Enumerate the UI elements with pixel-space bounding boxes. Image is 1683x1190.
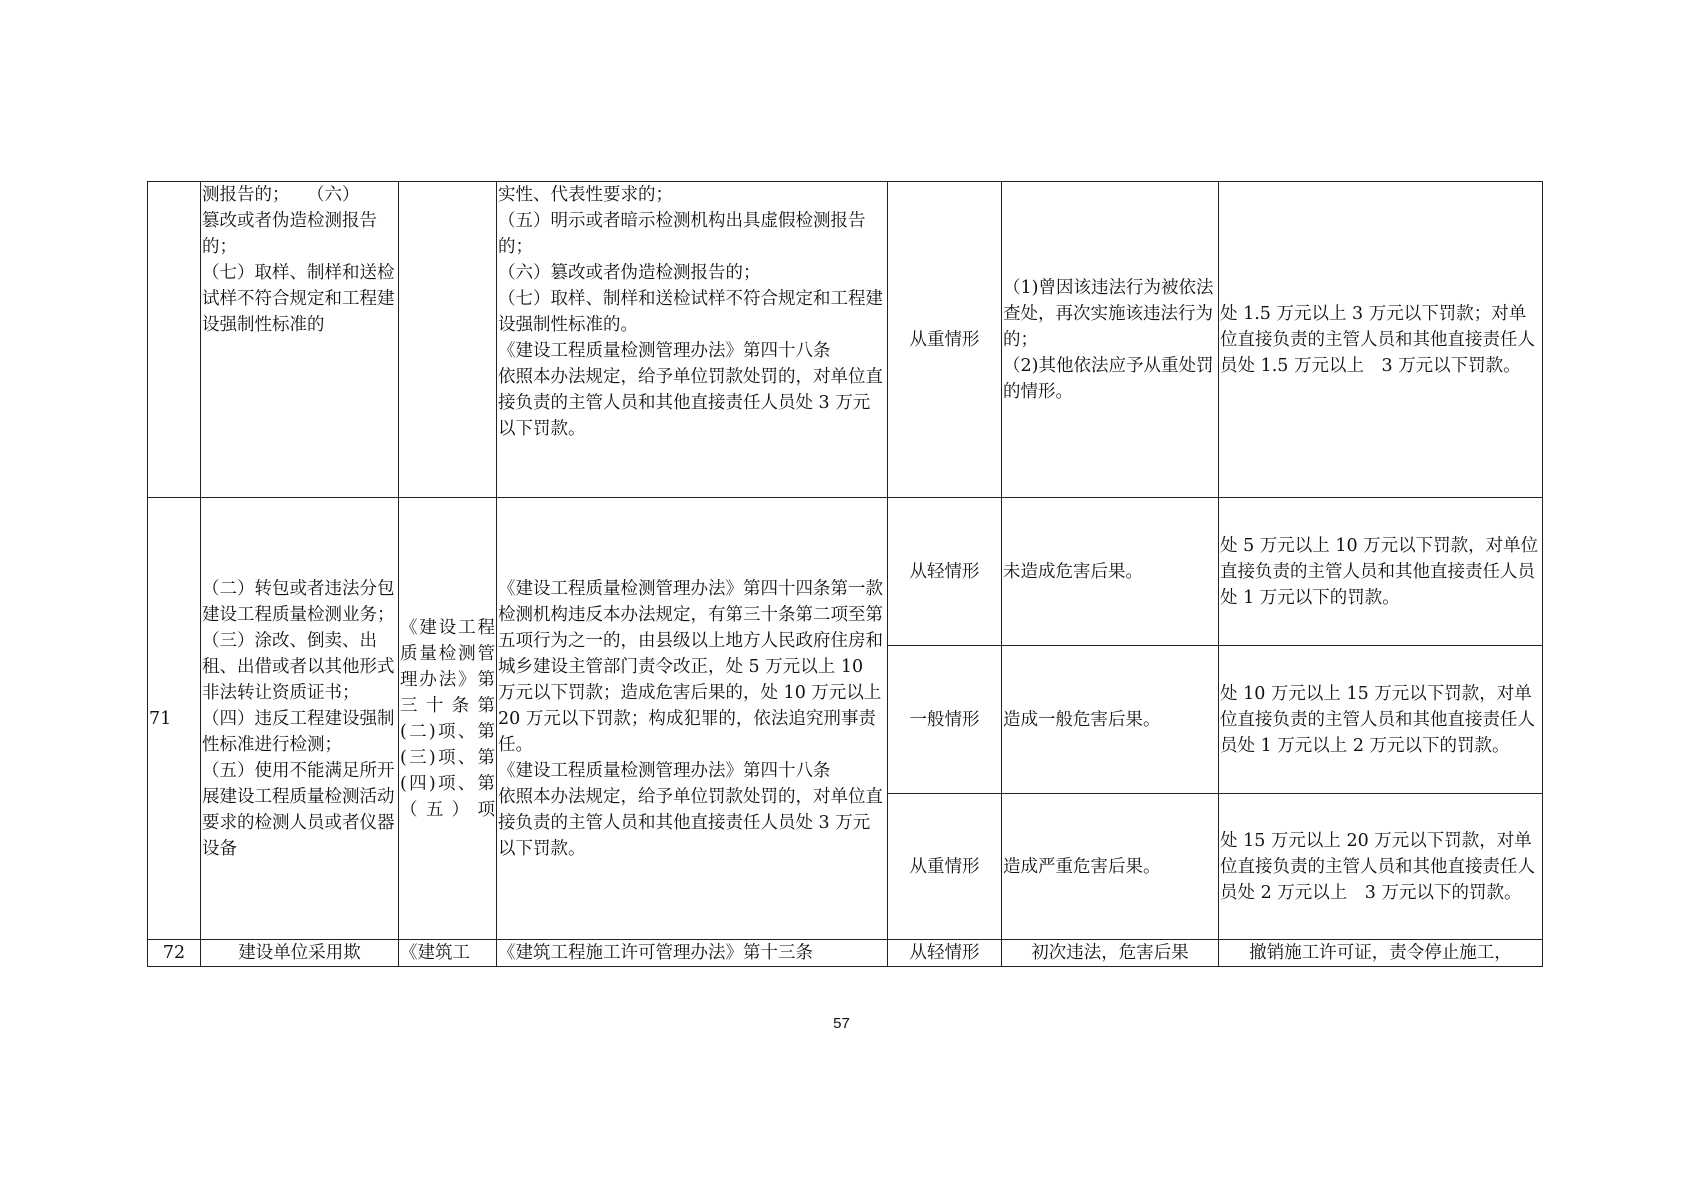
grade-cell	[888, 940, 1002, 967]
penalty-cell	[1219, 940, 1543, 967]
violation-text: （二）转包或者违法分包建设工程质量检测业务； （三）涂改、倒卖、出租、出借或者以其他形式非法转让资质证书； （四）违反工程建设强制性标准进行检测； （五）使用不能满足所开展建设工程质量检测活动要求的检测人员或者仪器设备	[202, 578, 395, 859]
basis-article-cell	[399, 498, 497, 940]
legal-provision-cell	[497, 182, 888, 498]
legal-provision-cell	[497, 940, 888, 967]
penalty-cell	[1219, 794, 1543, 940]
grade-text: 一般情形	[909, 709, 980, 730]
violation-cell	[201, 182, 399, 498]
item-number-cell	[148, 182, 201, 498]
grade-cell	[888, 646, 1002, 794]
violation-cell	[201, 940, 399, 967]
grade-text: 从重情形	[909, 329, 980, 350]
circumstance-text: 未造成危害后果。	[1003, 561, 1143, 582]
legal-provision-text: 《建设工程质量检测管理办法》第四十四条第一款 检测机构违反本办法规定，有第三十条第二项至第五项行为之一的，由县级以上地方人民政府住房和城乡建设主管部门责令改正，处 5 万元以上 10 万元以下罚款；造成危害后果的，处 10 万元以上 20 万元以下罚款；构成犯罪的，依法追究刑事责任。 《建设工程质量检测管理办法》第四十八条 依照本办法规定，给予单位罚款处罚的，对单位直接负责的主管人员和其他直接责任人员处 3 万元以下罚款。	[498, 578, 883, 859]
table-row-72	[148, 940, 1543, 967]
item-number: 71	[149, 708, 172, 729]
legal-provision-text: 《建筑工程施工许可管理办法》第十三条	[498, 943, 813, 963]
item-number-cell	[148, 498, 201, 940]
violation-cell	[201, 498, 399, 940]
penalty-text: 处 10 万元以上 15 万元以下罚款，对单位直接负责的主管人员和其他直接责任人员处 1 万元以上 2 万元以下的罚款。	[1220, 683, 1535, 756]
basis-article-cell	[399, 940, 497, 967]
penalty-text: 撤销施工许可证，责令停止施工，	[1249, 943, 1512, 963]
table-row-71	[148, 498, 1543, 646]
grade-text: 从轻情形	[909, 561, 980, 582]
violation-text: 测报告的； （六） 篡改或者伪造检测报告的； （七）取样、制样和送检试样不符合规定和工程建设强制性标准的	[202, 185, 395, 335]
circumstance-text: 造成严重危害后果。	[1003, 856, 1161, 877]
grade-text: 从轻情形	[909, 943, 980, 963]
penalty-cell	[1219, 498, 1543, 646]
grade-cell	[888, 794, 1002, 940]
basis-article-text: 《建设工程质量检测管理办法》第三十条第(二)项、第(三)项、第(四)项、第（五）项	[400, 617, 495, 820]
table-row-continued	[148, 182, 1543, 498]
page-number: 57	[833, 1015, 850, 1032]
basis-article-cell	[399, 182, 497, 498]
penalty-text: 处 1.5 万元以上 3 万元以下罚款；对单位直接负责的主管人员和其他直接责任人员处 1.5 万元以上 3 万元以下罚款。	[1220, 303, 1535, 376]
legal-provision-cell	[497, 498, 888, 940]
penalty-cell	[1219, 182, 1543, 498]
grade-cell	[888, 182, 1002, 498]
penalty-text: 处 15 万元以上 20 万元以下罚款，对单位直接负责的主管人员和其他直接责任人员处 2 万元以上 3 万元以下的罚款。	[1220, 830, 1535, 903]
circumstance-text: （1)曾因该违法行为被依法查处，再次实施该违法行为的； （2)其他依法应予从重处罚的情形。	[1003, 277, 1214, 402]
grade-cell	[888, 498, 1002, 646]
penalty-standard-table	[147, 181, 1543, 967]
circumstance-text: 初次违法，危害后果	[1031, 943, 1189, 963]
grade-text: 从重情形	[909, 856, 980, 877]
penalty-text: 处 5 万元以上 10 万元以下罚款，对单位直接负责的主管人员和其他直接责任人员处 1 万元以下的罚款。	[1220, 535, 1539, 608]
circumstance-cell	[1002, 498, 1219, 646]
basis-article-text: 《建筑工	[400, 943, 470, 963]
legal-provision-text: 实性、代表性要求的； （五）明示或者暗示检测机构出具虚假检测报告的； （六）篡改或者伪造检测报告的； （七）取样、制样和送检试样不符合规定和工程建设强制性标准的。 《建设工程质量检测管理办法》第四十八条 依照本办法规定，给予单位罚款处罚的，对单位直接负责的主管人员和其他直接责任人员处 3 万元以下罚款。	[498, 185, 883, 439]
circumstance-text: 造成一般危害后果。	[1003, 709, 1161, 730]
penalty-cell	[1219, 646, 1543, 794]
item-number: 72	[162, 943, 186, 963]
circumstance-cell	[1002, 794, 1219, 940]
circumstance-cell	[1002, 182, 1219, 498]
circumstance-cell	[1002, 940, 1219, 967]
item-number-cell	[148, 940, 201, 967]
violation-text: 建设单位采用欺	[238, 943, 361, 963]
circumstance-cell	[1002, 646, 1219, 794]
